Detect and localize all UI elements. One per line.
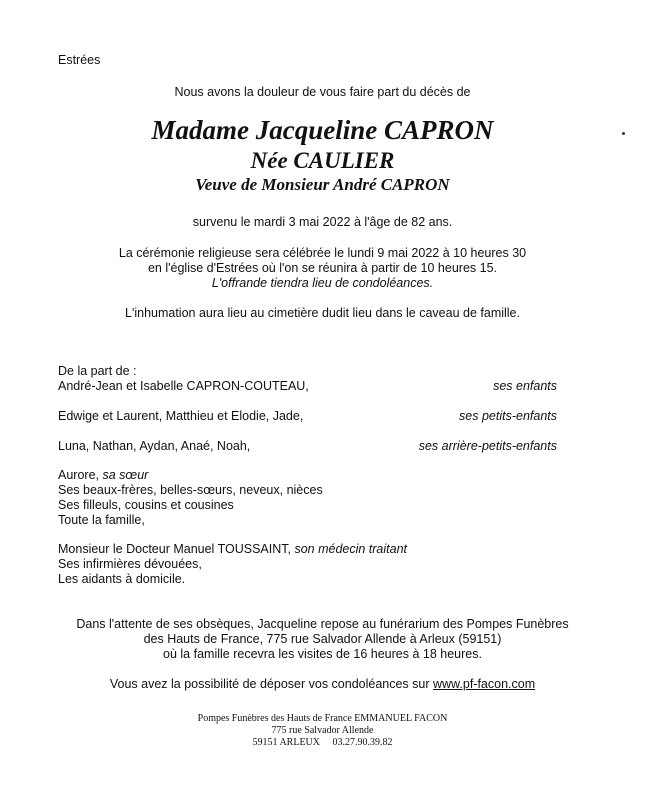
inlaws-line: Ses beaux-frères, belles-sœurs, neveux, nièces — [58, 483, 323, 497]
doctor-name: Monsieur le Docteur Manuel TOUSSAINT, — [58, 542, 291, 556]
all-family-line: Toute la famille, — [58, 513, 145, 527]
condolences-link[interactable]: www.pf-facon.com — [433, 677, 536, 691]
footer-phone: 03.27.90.39.82 — [332, 737, 393, 748]
sister-role: sa sœur — [102, 468, 149, 482]
grandchildren-names: Edwige et Laurent, Matthieu et Elodie, Jade, — [58, 409, 304, 423]
grandchildren-role: ses petits-enfants — [459, 409, 557, 423]
funeral-home-line-3: où la famille recevra les visites de 16 heures à 18 heures. — [163, 647, 482, 661]
ceremony-line-1: La cérémonie religieuse sera célébrée le lundi 9 mai 2022 à 10 heures 30 — [118, 246, 527, 260]
scan-speck — [622, 132, 625, 135]
footer-city-phone — [0, 737, 645, 749]
godchildren-line: Ses filleuls, cousins et cousines — [58, 498, 234, 512]
doctor-line — [58, 542, 407, 557]
family-intro: De la part de : — [58, 364, 137, 378]
maiden-name: Née CAULIER — [250, 148, 395, 173]
great-grandchildren-names: Luna, Nathan, Aydan, Anaé, Noah, — [58, 439, 251, 453]
nurses-line: Ses infirmières dévouées, — [58, 557, 202, 571]
children-names: André-Jean et Isabelle CAPRON-COUTEAU, — [58, 379, 309, 393]
ceremony-offering: L'offrande tiendra lieu de condoléances. — [211, 276, 434, 290]
doctor-role: son médecin traitant — [294, 542, 408, 556]
deceased-name: Madame Jacqueline CAPRON — [151, 115, 494, 145]
burial-text: L'inhumation aura lieu au cimetière dudit lieu dans le caveau de famille. — [125, 306, 520, 320]
footer-company: Pompes Funèbres des Hauts de France EMMANUEL FACON — [197, 713, 448, 724]
great-grandchildren-role: ses arrière-petits-enfants — [418, 439, 557, 453]
footer-address: 775 rue Salvador Allende — [271, 725, 374, 736]
death-date: survenu le mardi 3 mai 2022 à l'âge de 82 ans. — [192, 215, 453, 229]
helpers-line: Les aidants à domicile. — [58, 572, 186, 586]
widow-line: Veuve de Monsieur André CAPRON — [195, 175, 450, 194]
footer-city: 59151 ARLEUX — [252, 737, 320, 748]
sister-name: Aurore, — [58, 468, 99, 482]
ceremony-line-2: en l'église d'Estrées où l'on se réunira à partir de 10 heures 15. — [147, 261, 498, 275]
intro-text: Nous avons la douleur de vous faire part du décès de — [174, 85, 471, 99]
children-role: ses enfants — [493, 379, 557, 393]
condolences-line — [0, 677, 645, 692]
funeral-home-line-1: Dans l'attente de ses obsèques, Jacqueline repose au funérarium des Pompes Funèbres — [76, 617, 569, 631]
condolences-text: Vous avez la possibilité de déposer vos condoléances sur — [109, 677, 433, 691]
place-label: Estrées — [58, 53, 101, 67]
funeral-home-line-2: des Hauts de France, 775 rue Salvador Allende à Arleux (59151) — [143, 632, 502, 646]
sister-line — [58, 468, 148, 483]
